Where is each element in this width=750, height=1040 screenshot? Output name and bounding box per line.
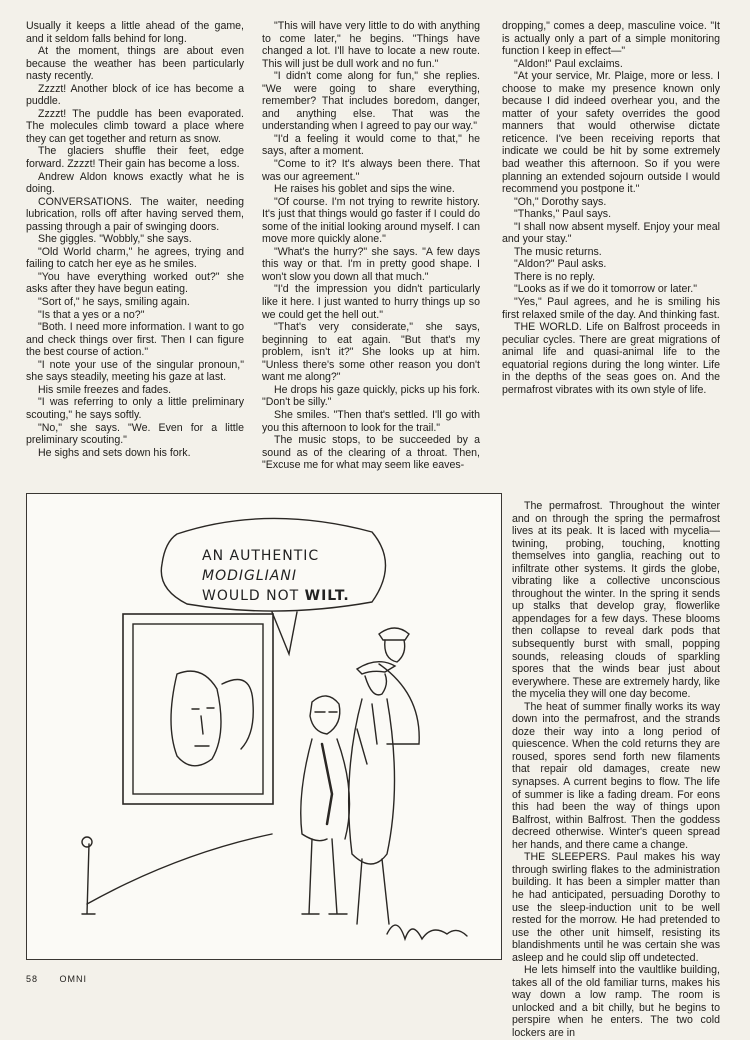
paragraph: At the moment, things are about even because the weather has been particularly nasty recently. <box>26 45 244 83</box>
paragraph: dropping," comes a deep, masculine voice. "It is actually only a part of a simple monitoring function I keep in effect—" <box>502 20 720 58</box>
caption-emphasis: WILT. <box>304 588 350 604</box>
paragraph: "No," she says. "We. Even for a little preliminary scouting." <box>26 421 244 447</box>
paragraph: Zzzzt! Another block of ice has become a puddle. <box>26 82 244 108</box>
paragraph: The heat of summer finally works its way down into the permafrost, and the strands doze their way into a long period of quiescence. When the cold returns they are roused, spores send forth new filaments that repair old damages, create new synapses. A current begins to flow. The life of summer is like a fading dream. For eons this had been the way of things upon Balfrost, within Balfrost. Then the goddess decreed otherwise. Winter's queen spread her hands, and there came a change. <box>512 700 720 851</box>
paragraph: Zzzzt! The puddle has been evaporated. The molecules climb toward a place where they can get together and return as snow. <box>26 107 244 145</box>
paragraph: "Both. I need more information. I want to go and check things over first. Then I can figure the best course of action." <box>26 321 244 359</box>
paragraph: "Thanks," Paul says. <box>514 208 612 221</box>
text-column-2 <box>262 20 480 472</box>
cartoon-illustration <box>26 493 502 960</box>
paragraph: She giggles. "Wobbly," she says. <box>38 233 192 246</box>
paragraph: "Yes," Paul agrees, and he is smiling his first relaxed smile of the day. And thinking fast. <box>502 296 720 321</box>
paragraph: There is no reply. <box>514 270 596 283</box>
paragraph: He sighs and sets down his fork. <box>38 446 191 459</box>
paragraph: CONVERSATIONS. The waiter, needing lubrication, rolls off after having served them, passing through a pair of swinging doors. <box>26 195 244 233</box>
paragraph: He lets himself into the vaultlike building, takes all of the old familiar turns, makes his way down a low ramp. The room is unlocked and a bit chilly, but he begins to perspire when he enters. The two cold lockers are in <box>512 964 720 1039</box>
paragraph: "What's the hurry?" she says. "A few days this way or that. I'm in pretty good shape. I won't slow you down all that much." <box>262 245 480 283</box>
paragraph: "Looks as if we do it tomorrow or later." <box>514 283 697 296</box>
paragraph: The music returns. <box>514 245 602 258</box>
page-number: 58 <box>26 974 39 984</box>
paragraph: "Sort of," he says, smiling again. <box>38 296 190 309</box>
paragraph: "I was referring to only a little preliminary scouting," he says softly. <box>26 396 244 421</box>
page-footer <box>26 974 105 984</box>
paragraph: "Aldon!" Paul exclaims. <box>514 57 623 70</box>
paragraph: "I'd a feeling it would come to that," he says, after a moment. <box>262 132 480 158</box>
paragraph: "Is that a yes or a no?" <box>38 308 145 321</box>
paragraph: Usually it keeps a little ahead of the game, and it seldom falls behind for long. <box>26 20 244 45</box>
paragraph: "I shall now absent myself. Enjoy your meal and your stay." <box>502 220 720 246</box>
text-column-3-bottom <box>512 500 720 1039</box>
paragraph: The permafrost. Throughout the winter and on through the spring the permafrost lives at its peak. It is laced with mycelia—twining, probing, touching, knotting themselves into ganglia, reaching out to infiltrate other systems. It girds the globe, vibrating like a collective unconscious throughout the winter. In the spring it sends up stalks that develop gray, flowerlike appendages for a few days. These blooms then collapse to reveal dark pods that subsequently burst with small, popping sounds, releasing clouds of sparkling spores that the winds bear just about everywhere. These are extremely hardy, like the mycelia they will one day become. <box>512 500 720 701</box>
caption-text: WOULD NOT <box>202 588 305 604</box>
paragraph: THE SLEEPERS. Paul makes his way through swirling flakes to the administration building. It has been a simpler matter than he had anticipated, persuading Dorothy to use the sleep-induction unit to be well rested for the morrow. He had pretended to use the other unit himself, resisting its blandishments until he was certain she was asleep and he could slip off undetected. <box>512 851 720 964</box>
caption-text: AN AUTHENTIC <box>202 548 320 564</box>
paragraph: THE WORLD. Life on Balfrost proceeds in peculiar cycles. There are great migrations of animal life and quasi-animal life to the equatorial regions during the long winter. Life in the depths of the seas goes on. And the permafrost vibrates with its own style of life. <box>502 321 720 396</box>
caption-emphasis: MODIGLIANI <box>202 568 297 584</box>
paragraph: Andrew Aldon knows exactly what he is doing. <box>26 170 244 196</box>
text-column-1 <box>26 20 244 459</box>
paragraph: "At your service, Mr. Plaige, more or less. I choose to make my presence known only because I did indeed overhear you, and the matter of your safety overrides the good manners that would otherwise dictate reticence. I've been receiving reports that indicate we could be hit by some extremely bad weather this afternoon. So if you were planning an extended sojourn outside I would recommend you postpone it." <box>502 70 720 196</box>
paragraph: "Old World charm," he agrees, trying and failing to catch her eye as he smiles. <box>26 245 244 271</box>
paragraph: He raises his goblet and sips the wine. <box>274 183 455 196</box>
paragraph: "That's very considerate," she says, beginning to eat again. "But that's my problem, isn't it?" She looks up at him. "Unless there's some other reason you don't want me along?" <box>262 321 480 384</box>
paragraph: "I'd the impression you didn't particularly like it here. I just wanted to hurry things up so we could get the hell out." <box>262 283 480 321</box>
paragraph: "I note your use of the singular pronoun," she says steadily, meeting his gaze at last. <box>26 358 244 384</box>
paragraph: "Aldon?" Paul asks. <box>514 258 607 271</box>
paragraph: "Oh," Dorothy says. <box>514 195 607 208</box>
paragraph: She smiles. "Then that's settled. I'll go with you this afternoon to look for the trail." <box>262 408 480 434</box>
cartoon-caption <box>202 546 402 606</box>
text-column-3-top <box>502 20 720 500</box>
paragraph: "You have everything worked out?" she asks after they have begun eating. <box>26 270 244 296</box>
paragraph: The glaciers shuffle their feet, edge forward. Zzzzt! Their gain has become a loss. <box>26 145 244 171</box>
paragraph: "I didn't come along for fun," she replies. "We were going to share everything, remember? That includes boredom, danger, and anything else. That was the understanding when I agreed to pay our way." <box>262 70 480 133</box>
paragraph: His smile freezes and fades. <box>38 383 172 396</box>
paragraph: "This will have very little to do with anything to come later," he begins. "Things have changed a lot. I'll have to locate a new route. This will just be dull work and no fun." <box>262 20 480 70</box>
paragraph: He drops his gaze quickly, picks up his fork. "Don't be silly." <box>262 383 480 409</box>
magazine-name: OMNI <box>59 974 88 984</box>
paragraph: "Come to it? It's always been there. That was our agreement." <box>262 158 480 183</box>
paragraph: The music stops, to be succeeded by a sound as of the clearing of a throat. Then, "Excuse me for what may seem like eaves- <box>262 434 480 472</box>
paragraph: "Of course. I'm not trying to rewrite history. It's just that things would go faster if I could do some of the initial looking around myself. I can move more quickly alone." <box>262 195 480 246</box>
